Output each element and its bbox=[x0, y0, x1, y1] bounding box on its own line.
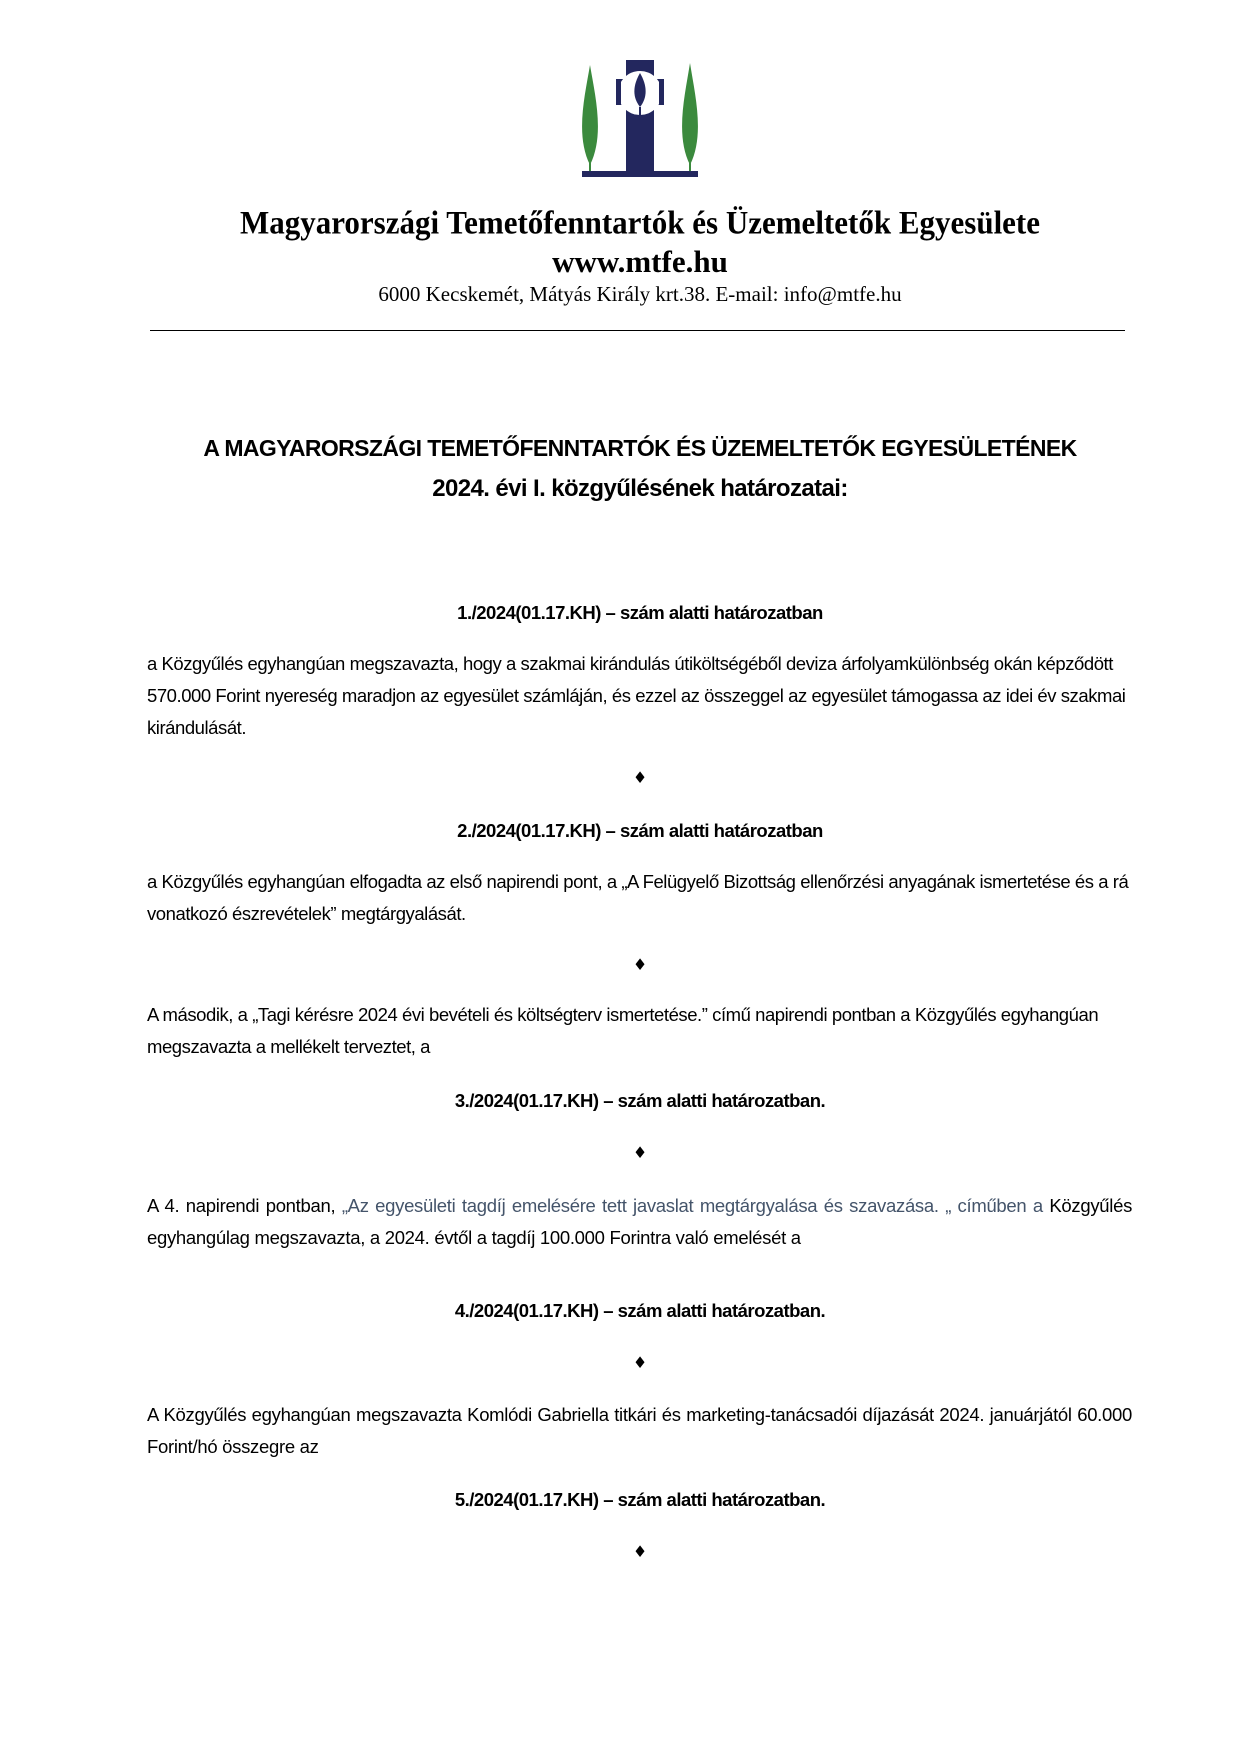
resolution-heading-4: 4./2024(01.17.KH) – szám alatti határozatban. bbox=[454, 1300, 826, 1321]
paragraph-4-body: Közgyűlés egyhangúlag megszavazta, a 2024. évtől a tagdíj 100.000 Forintra való emelését a bbox=[147, 1195, 1133, 1248]
agenda-item-title: „Az egyesületi tagdíj emelésére tett javaslat megtárgyalása és szavazása. „ címűben a bbox=[341, 1195, 1050, 1216]
header-divider bbox=[150, 330, 1125, 331]
organization-logo-icon bbox=[577, 55, 703, 180]
separator-diamond: ♦ bbox=[632, 768, 648, 787]
organization-name: Magyarországi Temetőfenntartók és Üzemeltetők Egyesülete bbox=[239, 204, 1041, 241]
resolution-paragraph-4 bbox=[147, 1190, 1132, 1254]
document-title-line1: A MAGYARORSZÁGI TEMETŐFENNTARTÓK ÉS ÜZEMELTETŐK EGYESÜLETÉNEK bbox=[203, 435, 1077, 461]
resolution-paragraph-1: a Közgyűlés egyhangúan megszavazta, hogy a szakmai kirándulás útiköltségéből deviza árfolyamkülönbség okán képződött 570.000 Forint nyereség maradjon az egyesület számláján, és ezzel az összeggel az egyesület támogassa az idei év szakmai kirándulását. bbox=[147, 653, 1126, 738]
organization-address: 6000 Kecskemét, Mátyás Király krt.38. E-mail: info@mtfe.hu bbox=[378, 282, 902, 306]
document-title-line2: 2024. évi I. közgyűlésének határozatai: bbox=[432, 475, 848, 502]
separator-diamond: ♦ bbox=[632, 1143, 648, 1162]
resolution-heading-2: 2./2024(01.17.KH) – szám alatti határozatban bbox=[457, 820, 823, 841]
right-cypress-tree bbox=[682, 63, 698, 165]
resolution-heading-5: 5./2024(01.17.KH) – szám alatti határozatban. bbox=[454, 1489, 826, 1510]
separator-diamond: ♦ bbox=[632, 1542, 648, 1561]
separator-diamond: ♦ bbox=[632, 955, 648, 974]
resolution-paragraph-5: A Közgyűlés egyhangúan megszavazta Komlódi Gabriella titkári és marketing-tanácsadói díjazását 2024. januárjától 60.000 Forint/hó összegre az bbox=[147, 1404, 1132, 1457]
paragraph-4-intro: A 4. napirendi pontban, bbox=[147, 1195, 342, 1216]
resolution-paragraph-2: a Közgyűlés egyhangúan elfogadta az első napirendi pont, a „A Felügyelő Bizottság ellenőrzési anyagának ismertetése és a rá vonatkozó észrevételek” megtárgyalását. bbox=[147, 871, 1129, 924]
resolution-heading-1: 1./2024(01.17.KH) – szám alatti határozatban bbox=[457, 602, 823, 623]
logo-base bbox=[582, 171, 698, 177]
left-cypress-tree bbox=[582, 65, 598, 165]
organization-website: www.mtfe.hu bbox=[552, 244, 728, 279]
resolution-heading-3: 3./2024(01.17.KH) – szám alatti határozatban. bbox=[454, 1090, 826, 1111]
resolution-paragraph-3: A második, a „Tagi kérésre 2024 évi bevételi és költségterv ismertetése.” című napirendi pontban a Közgyűlés egyhangúan megszavazta a mellékelt terveztet, a bbox=[147, 1004, 1099, 1057]
separator-diamond: ♦ bbox=[632, 1353, 648, 1372]
